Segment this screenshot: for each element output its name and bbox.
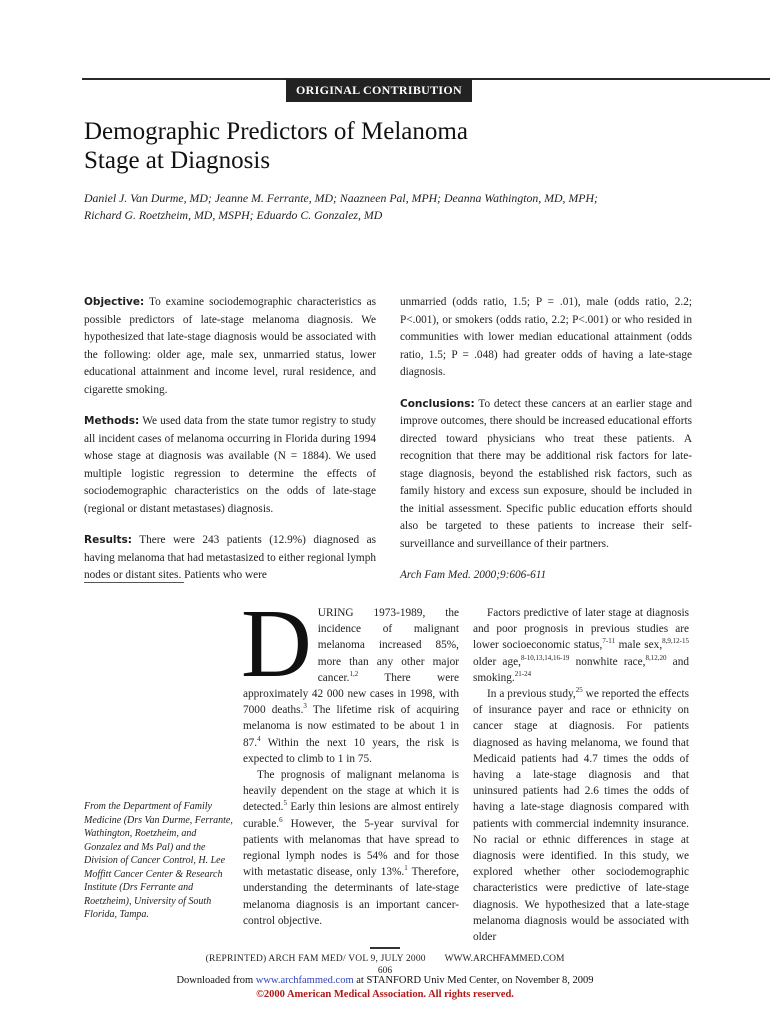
text-run: we reported the effects of insurance payer and race or ethnicity on cancer stage at diagnosis. For patients diagnosed as having melanoma, we found that Medicaid patients had 4.7 times the odds of having a late-stage diagnosis and that uninsured patients had 2.6 times the odds of having a late-stage diagnosis compared with patients with commercial indemnity insurance. No racial or ethnic differences in stage at diagnosis were identified. In this study, we explored whether other sociodemographic characteristics were predictive of late-stage diagnosis. We hypothesized that a late-stage melanoma diagnosis would be associated with older bbox=[473, 688, 690, 944]
reference-superscript: 5 bbox=[283, 799, 287, 808]
text-run: There were approximately 42 000 new cases in 1998, with 7000 deaths. bbox=[243, 671, 459, 717]
download-notice bbox=[0, 975, 770, 986]
text-run: The prognosis of malignant melanoma is heavily dependent on the stage at which it is detected. bbox=[243, 769, 459, 814]
text-run: 1973-1989, the incidence of malignant melanoma increased 85%, more than any other major cancer. bbox=[317, 607, 459, 684]
download-suffix: at STANFORD Univ Med Center, on November 8, 2009 bbox=[353, 975, 594, 986]
opening-smallcaps: URING bbox=[317, 607, 354, 619]
objective-label: Objective: bbox=[84, 296, 145, 308]
text-run: The lifetime risk of acquiring melanoma is now estimated to be about 1 in 87. bbox=[243, 704, 459, 749]
section-label: ORIGINAL CONTRIBUTION bbox=[286, 79, 472, 102]
text-run: male sex, bbox=[614, 639, 663, 652]
text-run: Factors predictive of later stage at diagnosis and poor prognosis in previous studies are lower socioeconomic status, bbox=[473, 607, 689, 652]
reference-superscript: 8,9,12-15 bbox=[662, 637, 689, 646]
body-paragraph bbox=[243, 767, 459, 929]
body-paragraph bbox=[473, 686, 689, 945]
reference-superscript: 4 bbox=[257, 734, 261, 743]
text-run: older age, bbox=[473, 655, 521, 668]
author-list bbox=[84, 190, 704, 224]
reference-superscript: 8-10,13,14,16-19 bbox=[520, 653, 570, 662]
text-run: However, the 5-year survival for patients with melanomas that have spread to regional lymph nodes is 54% and for those with metastatic disease, only 13%. bbox=[243, 817, 459, 879]
reference-superscript: 7-11 bbox=[602, 637, 615, 646]
methods-label: Methods: bbox=[84, 415, 140, 427]
page-footer bbox=[0, 953, 770, 977]
methods-text: We used data from the state tumor registry to study all incident cases of melanoma occurring in Florida during 1994 whose stage at diagnosis was available (N = 1884). We used multiple logistic regression to determine the effects of sociodemographic characteristics on the odds of late-stage (regional or distant metastases) diagnosis. bbox=[84, 415, 377, 515]
drop-cap: D bbox=[241, 590, 312, 698]
reference-superscript: 21-24 bbox=[514, 670, 532, 679]
abstract-left-column bbox=[84, 294, 376, 599]
text-run: Therefore, understanding the determinants of late-stage melanoma diagnosis is an important cancer-control objective. bbox=[243, 866, 459, 927]
text-run: Within the next 10 years, the risk is expected to climb to 1 in 75. bbox=[243, 736, 459, 765]
authors-line-2: Richard G. Roetzheim, MD, MSPH; Eduardo C. Gonzalez, MD bbox=[84, 208, 383, 222]
authors-line-1: Daniel J. Van Durme, MD; Jeanne M. Ferrante, MD; Naazneen Pal, MPH; Deanna Wathington, MD, MPH; bbox=[84, 191, 598, 205]
abstract-divider bbox=[84, 582, 184, 583]
conclusions-label: Conclusions: bbox=[400, 397, 475, 410]
abstract-conclusions bbox=[400, 396, 692, 554]
reference-superscript: 6 bbox=[279, 815, 283, 824]
text-run: Early thin lesions are almost entirely curable. bbox=[243, 801, 459, 830]
reference-superscript: 1,2 bbox=[349, 670, 359, 679]
article-title bbox=[84, 117, 684, 175]
body-middle-column bbox=[241, 590, 459, 929]
title-line-1: Demographic Predictors of Melanoma bbox=[84, 118, 468, 145]
abstract-objective bbox=[84, 294, 376, 399]
results-text: There were 243 patients (12.9%) diagnosed as having melanoma that had metastasized to either regional lymph nodes or distant sites. Patients who were bbox=[84, 534, 376, 581]
abstract-methods bbox=[84, 413, 376, 518]
reprint-note: (REPRINTED) ARCH FAM MED/ VOL 9, JULY 2000 bbox=[205, 954, 426, 964]
title-line-2: Stage at Diagnosis bbox=[84, 147, 271, 174]
text-run: nonwhite race, bbox=[569, 655, 646, 668]
abstract-results bbox=[84, 532, 376, 585]
reference-superscript: 1 bbox=[404, 864, 408, 873]
author-affiliation: From the Department of Family Medicine (Drs Van Durme, Ferrante, Wathington, Roetzheim, and Gonzalez and Ms Pal) and the Division of Cancer Control, H. Lee Moffitt Cancer Center & Research Institute (Drs Ferrante and Roetzheim), University of South Florida, Tampa. bbox=[84, 801, 233, 920]
download-link[interactable]: www.archfammed.com bbox=[255, 975, 354, 986]
conclusions-text: To detect these cancers at an earlier stage and improve outcomes, there should be increased educational efforts directed toward physicians who treat these patients. A recognition that there may be additional risk factors for late-stage diagnosis, beyond the established risk factors, such as family history and excess sun exposure, should be included in the initial assessment. Specific public education efforts should also be targeted to these patients to increase their self-surveillance and surveillance of their partners. bbox=[400, 397, 693, 550]
reference-superscript: 25 bbox=[575, 686, 583, 695]
journal-website: WWW.ARCHFAMMED.COM bbox=[444, 954, 565, 964]
page-number: 606 bbox=[377, 966, 393, 976]
results-label: Results: bbox=[84, 534, 132, 546]
objective-text: To examine sociodemographic characteristics as possible predictors of late-stage melanoma diagnosis. We hypothesized that late-stage diagnosis would be associated with the following: older age, male sex, unmarried status, lower educational attainment and income level, rural residence, and cigarette smoking. bbox=[84, 296, 377, 396]
results-continued: unmarried (odds ratio, 1.5; P = .01), male (odds ratio, 2.2; P<.001), or smokers (odds ratio, 2.2; P<.001) or who resided in communities with lower median educational attainment (odds ratio, 1.5; P = .048) had greater odds of having a late-stage diagnosis. bbox=[400, 296, 692, 378]
body-paragraph bbox=[241, 590, 459, 767]
reference-superscript: 3 bbox=[303, 702, 307, 711]
reference-superscript: 8,12,20 bbox=[645, 653, 667, 662]
abstract-right-column bbox=[400, 294, 692, 599]
body-right-column bbox=[473, 605, 689, 945]
footer-rule bbox=[370, 947, 400, 949]
text-run: In a previous study, bbox=[487, 688, 576, 701]
copyright-notice: ©2000 American Medical Association. All rights reserved. bbox=[256, 989, 514, 1000]
download-prefix: Downloaded from bbox=[176, 975, 256, 986]
text-run: and smoking. bbox=[473, 655, 689, 684]
body-paragraph bbox=[473, 605, 689, 686]
journal-citation: Arch Fam Med. 2000;9:606-611 bbox=[400, 569, 547, 581]
